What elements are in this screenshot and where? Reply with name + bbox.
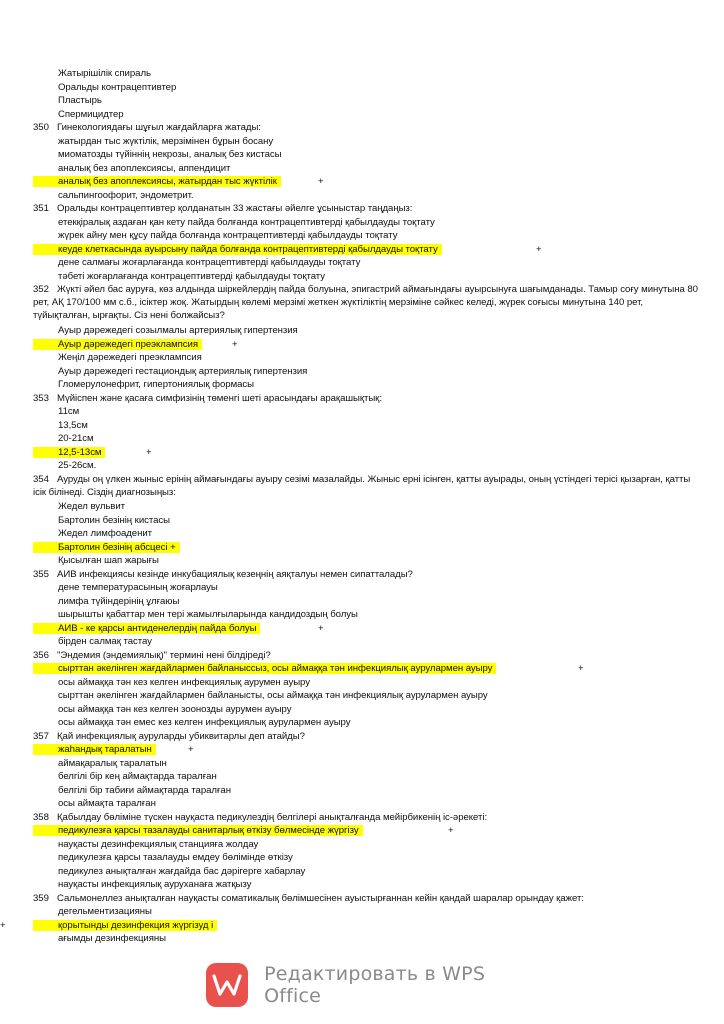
question-line: [33, 892, 584, 905]
question-line: [33, 730, 305, 743]
line-text: миоматозды түйіннің некрозы, аналық без кистасы: [58, 149, 282, 160]
line-text: Ауруды оң үлкен жыныс ерінің аймағындағы ауыру сезімі мазалайды. Жыныс ерні ісінген, қатты ауырады, оның үстіндегі терісі қызарған, қатты ісік білінеді. Сіздің диагнозыңыз:: [33, 474, 691, 498]
answer-line: [58, 514, 170, 527]
answer-line: [58, 770, 217, 783]
correct-mark: +: [232, 339, 238, 350]
line-text: 13,5см: [58, 420, 88, 431]
line-text: лимфа түйіндерінің ұлғаюы: [58, 596, 180, 607]
correct-answer-text: аналық без апоплексиясы, жатырдан тыс жүктілік: [33, 176, 281, 187]
answer-line: [58, 797, 156, 810]
line-text: Ауыр дәрежедегі гестациондық артериялық гипертензия: [58, 366, 308, 377]
correct-mark: +: [448, 825, 454, 836]
answer-line: [58, 932, 166, 945]
answer-line: [58, 500, 125, 513]
answer-line: [58, 851, 293, 864]
answer-line: [58, 595, 179, 608]
line-text: осы аймаққа тән кез келген инфекциялық аурумен ауыру: [58, 677, 310, 688]
answer-line: [58, 432, 94, 445]
correct-mark: +: [0, 920, 6, 931]
answer-line: [58, 608, 358, 621]
answer-line: [58, 229, 397, 242]
answer-line: [58, 703, 291, 716]
answer-line: [33, 175, 281, 188]
answer-line: [58, 378, 254, 391]
correct-answer-text: 12,5-13см: [33, 447, 105, 458]
answer-line: [58, 365, 307, 378]
correct-answer-text: Ауыр дәрежедегі преэклампсия: [33, 339, 202, 350]
answer-line: [33, 622, 260, 635]
line-text: Оральды контрацептивтер қолданатын 33 жастағы әйелге ұсыныстар таңдаңыз:: [57, 203, 413, 214]
line-text: бірден салмақ тастау: [58, 636, 152, 647]
question-line: [33, 121, 261, 134]
line-text: Бартолин безінің кистасы: [58, 515, 170, 526]
line-text: сырттан әкелінген жағдайлармен байланысты, осы аймаққа тән инфекциялық аурулармен ауыру: [58, 690, 488, 701]
question-line: [33, 473, 701, 499]
correct-answer-text: АИВ - ке қарсы антиденелердің пайда болуы: [33, 623, 260, 634]
answer-line: [58, 838, 258, 851]
wps-edit-banner[interactable]: [206, 961, 536, 1009]
line-text: сальпингоофорит, эндометрит.: [58, 190, 194, 201]
correct-answer-text: педикулезға қарсы тазалауды санитарлық өткізу бөлмесінде жүргізу: [33, 825, 363, 836]
line-text: 11см: [58, 406, 80, 417]
question-line: [33, 811, 487, 824]
answer-line: [58, 459, 96, 472]
answer-line: [58, 189, 194, 202]
answer-line: [58, 527, 152, 540]
answer-line: [58, 419, 88, 432]
question-number: 359: [33, 893, 49, 904]
answer-line: [33, 662, 496, 675]
question-number: 352: [33, 284, 49, 295]
line-text: Қай инфекциялық ауруларды убиквитарлы деп атайды?: [57, 731, 305, 742]
line-text: аналық без апоплексиясы, аппендицит: [58, 163, 231, 174]
line-text: Гинекологиядағы шұғыл жағдайларға жатады:: [57, 122, 261, 133]
line-text: аймақаралық таралатын: [58, 758, 167, 769]
correct-answer-text: кеуде клеткасында ауырсыну пайда болғанда контрацептивтерді қабылдауды тоқтату: [33, 244, 442, 255]
question-line: [33, 202, 412, 215]
question-line: [33, 649, 271, 662]
line-text: Мүйіспен және қасаға симфизінің төменгі шеті арасындағы арақашықтық:: [57, 393, 382, 404]
question-number: 350: [33, 122, 49, 133]
line-text: 20-21см: [58, 433, 94, 444]
answer-line: [58, 784, 231, 797]
answer-line: [33, 541, 180, 554]
answer-line: [58, 162, 230, 175]
answer-line: [33, 338, 202, 351]
answer-line: [58, 865, 305, 878]
question-number: 355: [33, 569, 49, 580]
correct-answer-text: жаһандық таралатын: [33, 744, 156, 755]
answer-line: [33, 824, 363, 837]
answer-line: [58, 689, 488, 702]
question-number: 356: [33, 650, 49, 661]
line-text: Ауыр дәрежедегі созылмалы артериялық гипертензия: [58, 325, 298, 336]
question-line: [33, 283, 701, 322]
line-text: осы аймақта таралған: [58, 798, 156, 809]
correct-mark: +: [318, 176, 324, 187]
correct-mark: +: [318, 623, 324, 634]
question-number: 354: [33, 474, 49, 485]
line-text: шырышты қабаттар мен тері жамылғыларында кандидоздың болуы: [58, 609, 358, 620]
answer-line: [58, 94, 102, 107]
answer-line: [58, 256, 360, 269]
line-text: Пластырь: [58, 95, 102, 106]
answer-line: [58, 148, 281, 161]
line-text: жатырдан тыс жүктілік, мерзімінен бұрын босану: [58, 136, 274, 147]
line-text: осы аймаққа тән кез келген зоонозды аурумен ауыру: [58, 704, 292, 715]
answer-line: [58, 676, 310, 689]
line-text: Жатырішілік спираль: [58, 68, 151, 79]
answer-line: [58, 905, 152, 918]
wps-edit-label[interactable]: Редактировать в WPS Office: [264, 963, 486, 1007]
answer-line: [58, 67, 151, 80]
line-text: науқасты инфекциялық ауруханаға жатқызу: [58, 879, 252, 890]
answer-line: [58, 554, 159, 567]
line-text: осы аймаққа тән емес кез келген инфекциялық аурулармен ауыру: [58, 717, 351, 728]
question-number: 357: [33, 731, 49, 742]
answer-line: [58, 878, 251, 891]
line-text: Жүкті әйел бас ауруға, көз алдында шіркейлердің пайда болуына, эпигастрий аймағындағы ауырсынуға шағымданады. Тамыр соғу минутына 80 рет, АҚ 170/100 мм с.б., ісіктер жоқ. Жатырдың көлемі мерзімі жеткен жүктіліктің мерзіміне сәйкес келеді, жүрек соғысы минутына 140 рет, түйықталған, ырғақты. Сіз нені болжайсыз?: [33, 284, 698, 321]
line-text: Оральды контрацептивтер: [58, 82, 177, 93]
answer-line: [58, 635, 152, 648]
line-text: АИВ инфекциясы кезінде инкубациялық кезеңнің аяқталуы немен сипатталады?: [57, 569, 413, 580]
question-line: [33, 568, 413, 581]
answer-line: [58, 324, 298, 337]
answer-line: [58, 405, 79, 418]
answer-line: [58, 108, 124, 121]
line-text: етекқіралық аздаған қан кету пайда болғанда контрацептивтерді қабылдауды тоқтату: [58, 217, 435, 228]
line-text: Сальмонеллез анықталған науқасты соматикалық бөлімшесінен ауыстырғаннан кейін қандай шаралар орындау қажет:: [57, 893, 584, 904]
correct-mark: +: [578, 663, 584, 674]
correct-answer-text: сырттан әкелінген жағдайлармен байланыссыз, осы аймаққа тән инфекциялық аурулармен ауыру: [33, 663, 496, 674]
answer-line: [58, 581, 218, 594]
answer-line: [58, 135, 273, 148]
answer-line: [33, 243, 442, 256]
wps-logo-icon: [206, 963, 248, 1007]
answer-line: [33, 446, 105, 459]
line-text: тәбеті жоғарлағанда контрацептивтерді қабылдауды тоқтату: [58, 271, 325, 282]
line-text: Жедел лимфоаденит: [58, 528, 152, 539]
correct-mark: +: [188, 744, 194, 755]
correct-answer-text: қорытынды дезинфекция жүргізуд і: [33, 920, 217, 931]
answer-line: [33, 743, 156, 756]
line-text: Жеңіл дәрежедегі преэклампсия: [58, 352, 202, 363]
line-text: Жедел вульвит: [58, 501, 126, 512]
answer-line: [58, 216, 435, 229]
line-text: белгілі бір кең аймақтарда таралған: [58, 771, 217, 782]
line-text: дегельментизацияны: [58, 906, 152, 917]
answer-line: [58, 757, 167, 770]
line-text: 25-26см.: [58, 460, 97, 471]
line-text: белгілі бір табиғи аймақтарда таралған: [58, 785, 231, 796]
line-text: ағымды дезинфекцияны: [58, 933, 166, 944]
line-text: науқасты дезинфекциялық станцияға жолдау: [58, 839, 259, 850]
line-text: "Эндемия (эндемиялық)" термині нені білдіреді?: [57, 650, 271, 661]
line-text: Қысылған шап жарығы: [58, 555, 159, 566]
correct-answer-text: Бартолин безінің абсцесі +: [33, 542, 180, 553]
question-number: 353: [33, 393, 49, 404]
answer-line: [58, 81, 176, 94]
correct-mark: +: [536, 244, 542, 255]
question-number: 358: [33, 812, 49, 823]
answer-line: [58, 351, 202, 364]
answer-line: [58, 716, 350, 729]
question-line: [33, 392, 382, 405]
line-text: Спермицидтер: [58, 109, 124, 120]
line-text: дене температурасының жоғарлауы: [58, 582, 218, 593]
line-text: дене салмағы жоғарлағанда контрацептивтерді қабылдауды тоқтату: [58, 257, 361, 268]
line-text: жүрек айну мен құсу пайда болғанда контрацептивтерді қабылдауды тоқтату: [58, 230, 398, 241]
line-text: Гломерулонефрит, гипертониялық формасы: [58, 379, 254, 390]
answer-line: [33, 919, 217, 932]
answer-line: [58, 270, 325, 283]
line-text: педикулез анықталған жағдайда бас дәрігерге хабарлау: [58, 866, 306, 877]
line-text: Қабылдау бөліміне түскен науқаста педикулездің белгілері анықталғанда мейірбикенің іс-әрекеті:: [57, 812, 488, 823]
correct-mark: +: [146, 447, 152, 458]
line-text: педикулезға қарсы тазалауды емдеу бөлімінде өткізу: [58, 852, 293, 863]
question-number: 351: [33, 203, 49, 214]
